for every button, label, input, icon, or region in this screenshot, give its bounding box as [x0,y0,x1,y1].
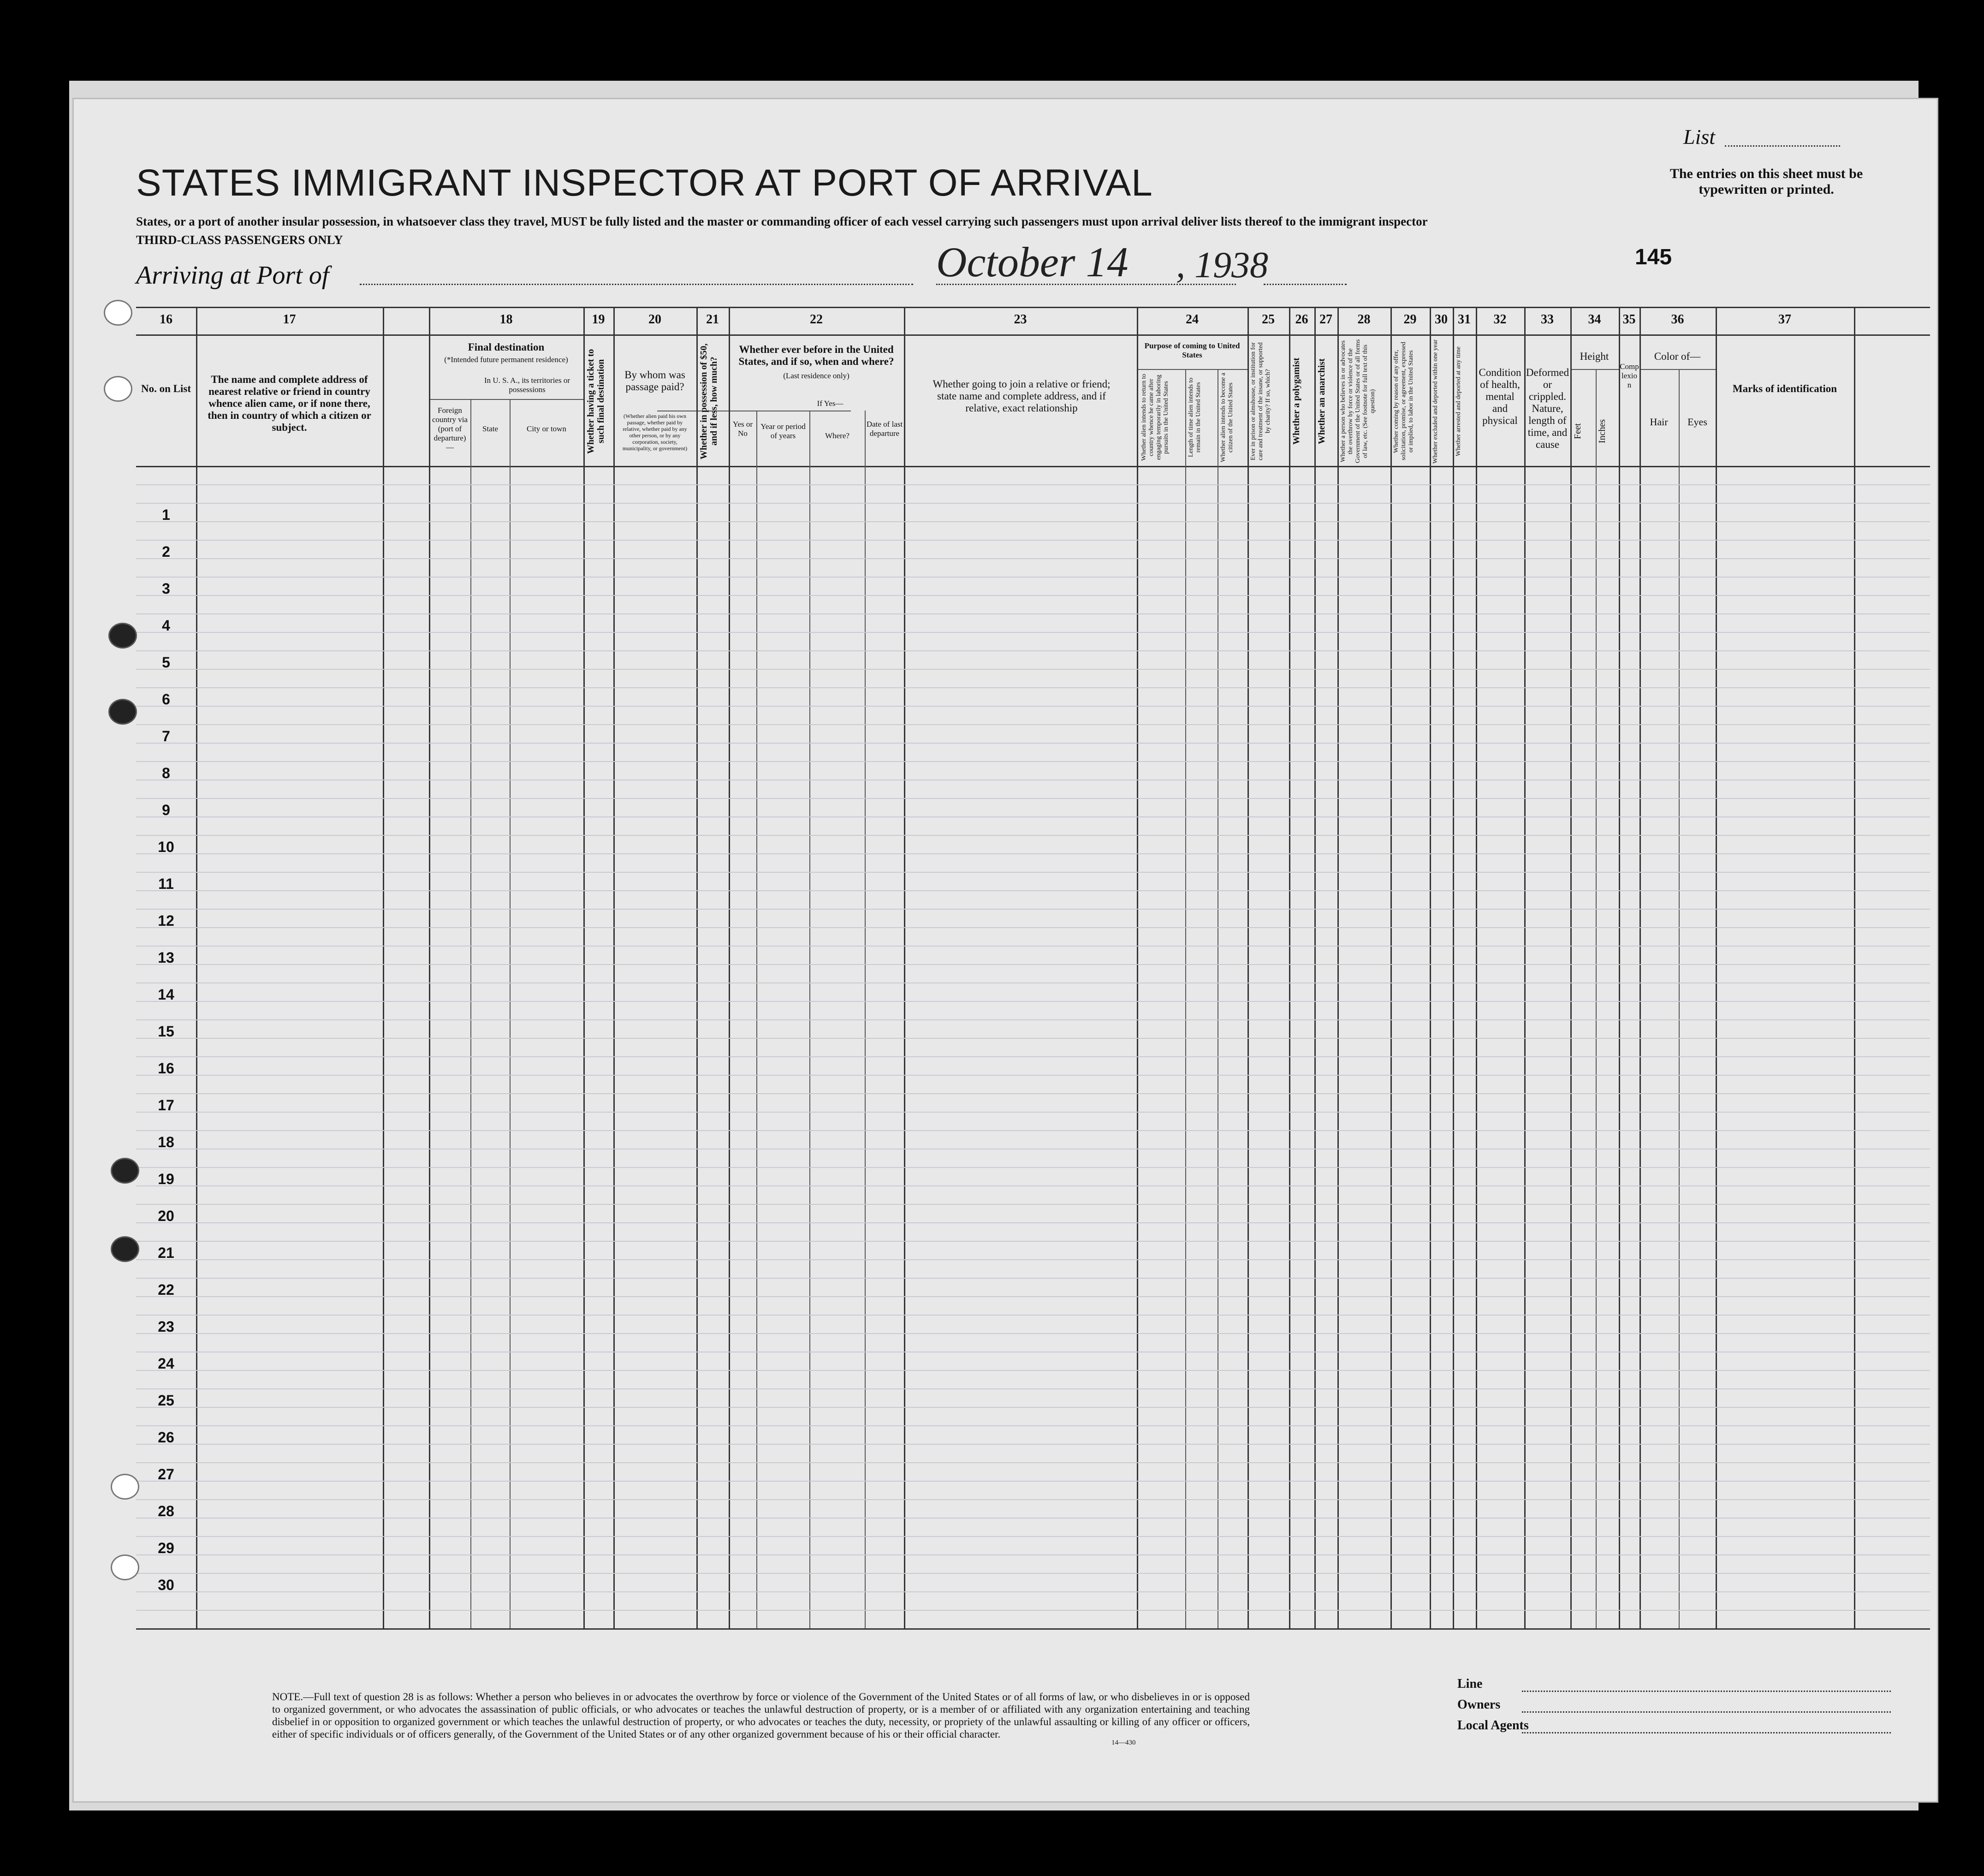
list-field-line [1725,145,1840,147]
col-divider [1337,307,1339,1628]
ruled-line [136,1536,1930,1537]
c18-header: Final destination [468,341,545,353]
line-field-line [1522,1691,1891,1692]
col-divider [196,307,197,1628]
header-bottom-rule [136,466,1930,467]
binder-hole [111,1474,139,1500]
c34-inches: Inches [1597,419,1607,444]
binder-hole [111,1554,139,1580]
ruled-line [136,816,1930,817]
column-number: 37 [1778,312,1791,327]
c25-header: Ever in prison or almshouse, or institution for care and treatment of the insane, or supported by charity? If so, which? [1250,342,1271,460]
c18-note: (*Intended future permanent residence) [444,355,568,364]
row-number: 11 [158,875,174,892]
row-number: 25 [158,1392,174,1409]
year-field-line [1264,284,1347,285]
column-number: 25 [1262,312,1275,327]
ruled-line [136,540,1930,541]
ruled-line [136,1167,1930,1168]
column-number: 24 [1186,312,1199,327]
binder-hole [108,699,137,725]
column-number: 33 [1541,312,1554,327]
column-number: 21 [706,312,719,327]
row-number: 7 [162,728,170,744]
row-number: 8 [162,765,170,781]
ruled-line [136,669,1930,670]
ruled-line [136,761,1930,762]
column-number: 27 [1319,312,1332,327]
c34-header: Height [1580,351,1609,362]
ruled-line [136,1407,1930,1408]
column-number: 19 [592,312,605,327]
ruled-line [136,835,1930,836]
c33-header: Deformed or crippled. Nature, length of time, and cause [1526,367,1569,450]
ruled-line [136,798,1930,799]
col-divider [696,307,698,1628]
row-number: 26 [158,1429,174,1446]
column-number: 22 [810,312,823,327]
ruled-line [136,1444,1930,1445]
ruled-line [136,743,1930,744]
row-number: 23 [158,1318,174,1335]
row-number: 2 [162,543,170,560]
col-divider [1619,307,1620,1628]
col-divider [1524,307,1526,1628]
row-number: 20 [158,1208,174,1224]
c34-feet: Feet [1573,423,1583,440]
row-number: 5 [162,654,170,671]
ruled-line [136,1222,1930,1223]
col-divider [904,307,905,1628]
binder-hole [111,1236,139,1262]
ruled-line [136,706,1930,707]
c18-subrule [429,399,583,400]
column-number: 26 [1295,312,1308,327]
ruled-line [136,558,1930,559]
page-title: STATES IMMIGRANT INSPECTOR AT PORT OF ARRIVAL [136,162,1153,204]
c22-note: (Last residence only) [783,371,849,380]
c18-foreign: Foreign country via (port of departure)— [432,406,468,452]
ruled-line [136,1499,1930,1500]
c19-header: Whether having a ticket to such final destination [586,349,606,454]
row-number: 9 [162,802,170,818]
ruled-line [136,577,1930,578]
row-number: 29 [158,1540,174,1556]
col-divider [1430,307,1431,1628]
c22-yesno: Yes or No [732,420,753,438]
c22-year: Year or period of years [760,422,806,440]
c22-header: Whether ever before in the United States, and if so, when and where? [738,344,894,367]
port-field-line [360,284,913,285]
row-number: 27 [158,1466,174,1483]
c24-a: Whether alien intends to return to country whence he came after engaging temporarily in laboring pursuits in the United States [1141,374,1170,461]
typewritten-notice: The entries on this sheet must be typewritten or printed. [1669,166,1863,197]
column-number: 28 [1357,312,1371,327]
col-divider [1314,307,1316,1628]
ruled-line [136,1259,1930,1260]
ruled-line [136,853,1930,854]
ruled-line [136,632,1930,633]
ruled-line [136,1038,1930,1039]
row-number: 17 [158,1097,174,1114]
c23-header: Whether going to join a relative or friend; state name and complete address, and if relative, exact relationship [933,378,1111,414]
sheet-number: 145 [1635,245,1672,269]
col-divider [429,307,430,1628]
column-number: 29 [1403,312,1417,327]
column-number: 20 [648,312,661,327]
manifest-sheet [74,99,1937,1801]
c36-hair: Hair [1650,416,1668,428]
row-number: 14 [158,986,174,1003]
c22-where: Where? [825,431,849,440]
c24-subrule [1137,369,1247,370]
c31-header: Whether arrested and deported at any time [1455,346,1462,456]
table-top-rule [136,307,1930,308]
row-number: 6 [162,691,170,708]
arrival-year-handwritten: , 1938 [1176,245,1268,286]
col-divider [1289,307,1290,1628]
instructions-line: States, or a port of another insular possession, in whatsoever class they travel, MUST be fully listed and the master or commanding officer of each vessel carrying such passengers must upon arrival deliver lists thereof to the immigrant inspector [136,214,1428,228]
ruled-line [136,890,1930,891]
c34-subrule [1570,369,1619,370]
ruled-line [136,1001,1930,1002]
column-number: 16 [160,312,172,327]
col-divider [1453,307,1454,1628]
row-number: 12 [158,912,174,929]
question-28-note: NOTE.—Full text of question 28 is as follows: Whether a person who believes in or advocates the overthrow by force or violence of the Government of the United States or of all forms of law, or who disbelieves in or is opposed to organized government, or who advocates the assassination of public officials, or who advocates or teaches the unlawful destruction of property, or is a member of or affiliated with any organization entertaining and teaching disbelief in or opposition to organized government or which teaches the unlawful destruction of property, or who advocates or teaches the duty, necessity, or propriety of the unlawful assaulting or killing of any officer or officers, either of specific individuals or of officers generally, of the Government of the United States or of any other organized government because of his or their official character. [272,1691,1250,1740]
column-number: 18 [499,312,513,327]
ruled-line [136,1130,1930,1131]
c30-header: Whether excluded and deported within one year [1432,339,1439,464]
column-number: 31 [1458,312,1471,327]
row-number: 4 [162,617,170,634]
col-divider [613,307,615,1628]
ruled-line [136,1112,1930,1113]
ruled-line [136,1315,1930,1316]
ruled-line [136,1591,1930,1592]
ruled-line [136,724,1930,725]
c21-header: Whether in possession of $50, and if less, how much? [699,343,719,459]
ruled-line [136,1518,1930,1519]
ruled-line [136,1573,1930,1574]
c27-header: Whether an anarchist [1317,358,1327,444]
col-divider [729,307,730,1628]
c22-ifyes: If Yes— [817,399,843,408]
column-number: 35 [1622,312,1636,327]
row-number: 18 [158,1134,174,1150]
ruled-line [136,1481,1930,1482]
c36-eyes: Eyes [1687,416,1707,428]
c18-city: City or town [527,424,566,433]
arrival-date-handwritten: October 14 [936,238,1129,286]
ruled-line [136,1388,1930,1389]
owners-field-line [1522,1711,1891,1713]
c32-header: Condition of health, mental and physical [1479,367,1521,426]
c29-header: Whether coming by reason of any offer, solicitation, promise, or agreement, expressed or implied, to labor in the United States [1393,342,1414,461]
ruled-line [136,964,1930,965]
column-number-rule [136,334,1930,336]
row-number: 1 [162,506,170,523]
column-number: 17 [283,312,296,327]
column-number: 23 [1014,312,1027,327]
c36-subrule [1639,369,1716,370]
col-divider [1639,307,1641,1628]
ruled-line [136,521,1930,522]
ruled-line [136,1370,1930,1371]
owners-label: Owners [1457,1697,1501,1712]
column-number: 34 [1588,312,1601,327]
ruled-line [136,1056,1930,1057]
ruled-line [136,1278,1930,1279]
c28-header: Whether a person who believes in or advocates the overthrow by force or violence of the Government of the United States or of all forms of law, etc. (See footnote for full text of this question) [1340,339,1376,464]
ruled-line [136,872,1930,873]
c18-state: State [482,424,498,433]
passenger-class-line: THIRD-CLASS PASSENGERS ONLY [136,233,343,247]
c22-date: Date of last departure [866,420,903,438]
ruled-line [136,503,1930,504]
c20-note: (Whether alien paid his own passage, whether paid by relative, whether paid by any other person, or by any corporation, society, municipality, or government) [622,413,688,452]
ruled-line [136,927,1930,928]
binder-hole [108,623,137,649]
c24-header: Purpose of coming to United States [1144,341,1240,359]
row-number: 30 [158,1577,174,1593]
form-code: 14—430 [1111,1739,1136,1746]
col-divider [1570,307,1572,1628]
col-divider [1476,307,1477,1628]
col-divider [1247,307,1249,1628]
col-divider [1716,307,1717,1628]
binder-hole [104,300,132,326]
ruled-line [136,687,1930,688]
row-number: 3 [162,580,170,597]
ruled-line [136,946,1930,947]
row-number: 22 [158,1281,174,1298]
row-number: 15 [158,1023,174,1040]
column-number: 30 [1435,312,1448,327]
c24-b: Length of time alien intends to remain in the United States [1188,377,1202,458]
ruled-line [136,1610,1930,1611]
col-divider [583,307,585,1628]
line-label: Line [1457,1677,1483,1691]
col-divider [1854,307,1855,1628]
row-number: 21 [158,1245,174,1261]
row-number: 28 [158,1503,174,1519]
ruled-line [136,613,1930,614]
ruled-line [136,1204,1930,1205]
ruled-line [136,595,1930,596]
row-number: 13 [158,949,174,966]
manifest-table [136,307,1930,1628]
row-number: 19 [158,1171,174,1187]
c16-header: No. on List [141,383,191,394]
ruled-line [136,1093,1930,1094]
ruled-line [136,1241,1930,1242]
c20-header: By whom was passage paid? [624,369,685,393]
ruled-line [136,1019,1930,1020]
local-agents-label: Local Agents [1457,1718,1529,1733]
c37-header: Marks of identification [1732,383,1837,394]
local-agents-field-line [1522,1732,1891,1733]
table-bottom-rule [136,1628,1930,1630]
row-number: 16 [158,1060,174,1077]
binder-hole [111,1158,139,1184]
c17-header: The name and complete address of nearest relative or friend in country whence alien came, or if none there, then in country of which a citizen or subject. [208,374,371,433]
ruled-line [136,1185,1930,1186]
ruled-line [136,909,1930,910]
ruled-line [136,650,1930,651]
c18-usa: In U. S. A., its territories or possessions [484,376,570,394]
column-number: 32 [1493,312,1507,327]
col-divider [1390,307,1392,1628]
ruled-line [136,1462,1930,1463]
col-divider [383,307,384,1628]
row-number: 24 [158,1355,174,1372]
binder-hole [104,376,132,402]
arriving-label: Arriving at Port of [136,261,329,290]
ruled-line [136,1296,1930,1297]
row-number: 10 [158,839,174,855]
ruled-line [136,1554,1930,1555]
ruled-line [136,1333,1930,1334]
ruled-line [136,1075,1930,1076]
list-label: List [1683,125,1716,149]
ruled-line [136,484,1930,485]
col-divider [1137,307,1138,1628]
column-number: 36 [1671,312,1684,327]
ruled-line [136,1425,1930,1426]
c26-header: Whether a polygamist [1291,357,1301,445]
c35-header: Complexion [1620,362,1639,389]
c24-c: Whether alien intends to become a citizen of the United States [1220,373,1234,462]
c36-header: Color of— [1654,351,1701,362]
